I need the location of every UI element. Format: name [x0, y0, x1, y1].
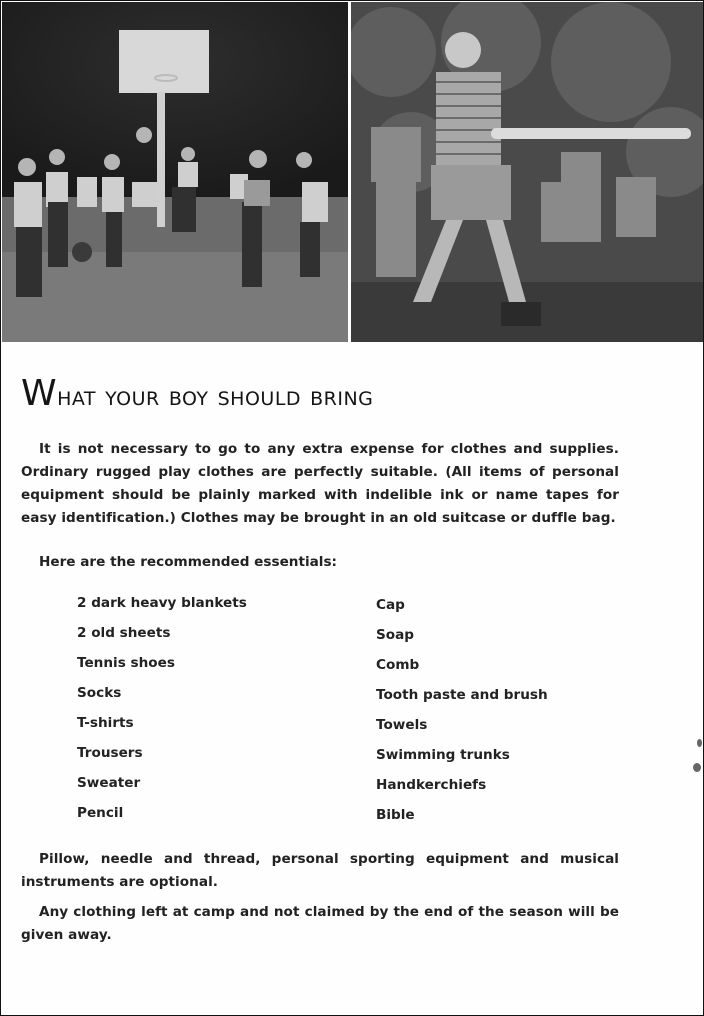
list-item: Handkerchiefs: [376, 777, 487, 793]
list-item: Pencil: [77, 805, 124, 821]
pole: [157, 92, 165, 227]
baseball-bat: [491, 128, 691, 139]
basketball: [72, 242, 92, 262]
list-item: Tooth paste and brush: [376, 687, 548, 703]
list-item: Bible: [376, 807, 415, 823]
basketball-photo: [2, 2, 348, 342]
basketball-illustration: [2, 2, 348, 342]
scan-speck: [697, 739, 702, 747]
list-item: Comb: [376, 657, 420, 673]
list-item: 2 old sheets: [77, 625, 171, 641]
page-title: [21, 373, 373, 414]
list-item: Tennis shoes: [77, 655, 175, 671]
baseball-photo: [351, 2, 703, 342]
list-item: Sweater: [77, 775, 141, 791]
list-item: Soap: [376, 627, 415, 643]
intro-paragraph: It is not necessary to go to any extra expense for clothes and supplies. Ordinary rugged play clothes are perfectly suitable. (All items of personal equipment should be plainly marked with indelible ink or name tapes for easy identification.) Clothes may be brought in an old suitcase or duffle bag.: [21, 441, 619, 526]
optional-paragraph: Pillow, needle and thread, personal sporting equipment and musical instruments are optional.: [21, 851, 619, 890]
backboard: [119, 30, 209, 93]
title-initial: W: [21, 373, 58, 414]
list-item: Cap: [376, 597, 405, 613]
list-item: Towels: [376, 717, 428, 733]
essentials-list-right: [376, 593, 548, 833]
list-item: 2 dark heavy blankets: [77, 595, 247, 611]
essentials-list-left: [77, 591, 247, 831]
essentials-intro: Here are the recommended essentials:: [39, 554, 337, 570]
scan-speck: [693, 763, 701, 772]
list-item: Socks: [77, 685, 122, 701]
list-item: Trousers: [77, 745, 143, 761]
list-item: T-shirts: [77, 715, 134, 731]
title-rest: hat your boy should bring: [57, 381, 374, 412]
list-item: Swimming trunks: [376, 747, 510, 763]
striped-shirt: [436, 72, 501, 167]
baseball-illustration: [351, 2, 703, 342]
unclaimed-paragraph: Any clothing left at camp and not claimed by the end of the season will be given away.: [21, 904, 619, 943]
